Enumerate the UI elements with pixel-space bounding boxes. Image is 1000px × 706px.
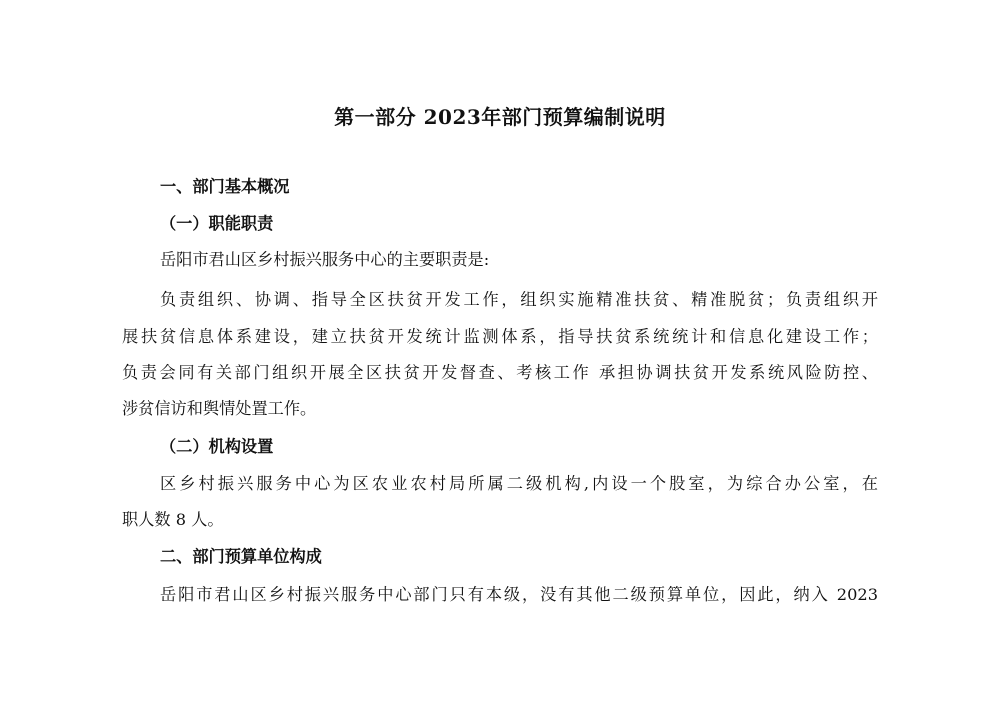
paragraph-line: 负责组织、协调、指导全区扶贫开发工作，组织实施精准扶贫、精准脱贫；负责组织开 bbox=[160, 290, 878, 309]
paragraph-line: 负责会同有关部门组织开展全区扶贫开发督查、考核工作 承担协调扶贫开发系统风险防控、 bbox=[122, 363, 878, 382]
section-heading-basic-overview: 一、部门基本概况 bbox=[160, 177, 290, 196]
paragraph-line: 区乡村振兴服务中心为区农业农村局所属二级机构,内设一个股室，为综合办公室，在 bbox=[160, 474, 878, 493]
section-heading-budget-units: 二、部门预算单位构成 bbox=[160, 547, 322, 566]
paragraph-line: 岳阳市君山区乡村振兴服务中心部门只有本级，没有其他二级预算单位，因此，纳入 2023 bbox=[160, 585, 878, 604]
paragraph-line: 展扶贫信息体系建设，建立扶贫开发统计监测体系，指导扶贫系统统计和信息化建设工作； bbox=[122, 327, 878, 346]
subsection-heading-functions: （一）职能职责 bbox=[160, 214, 274, 233]
paragraph-line: 职人数 8 人。 bbox=[122, 510, 224, 529]
paragraph-line: 涉贫信访和舆情处置工作。 bbox=[122, 399, 317, 418]
paragraph-line: 岳阳市君山区乡村振兴服务中心的主要职责是: bbox=[160, 250, 490, 269]
subsection-heading-organization: （二）机构设置 bbox=[160, 437, 274, 456]
page-title: 第一部分 2023年部门预算编制说明 bbox=[334, 105, 666, 129]
